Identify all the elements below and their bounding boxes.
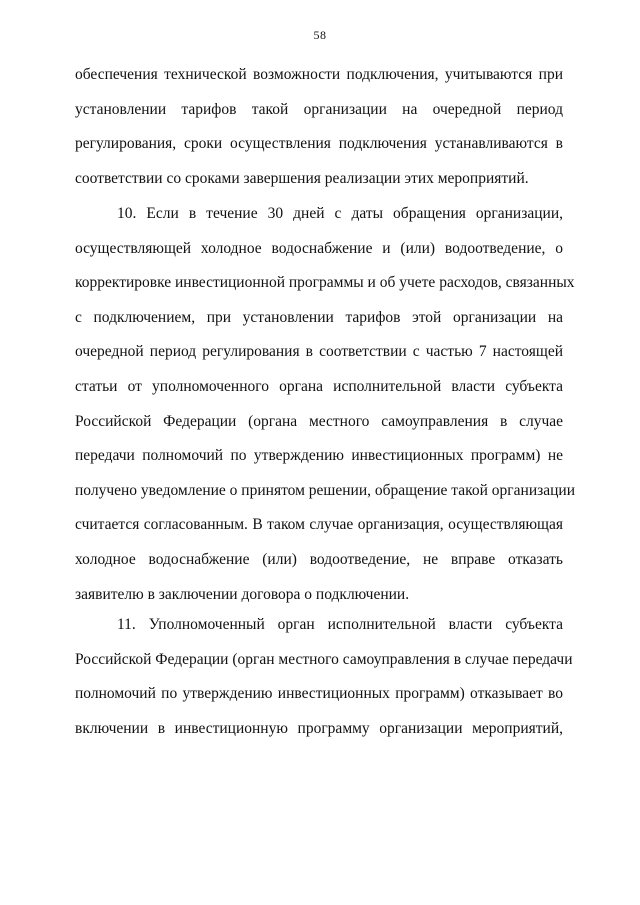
text-line: 10. Если в течение 30 дней с даты обращения организации, [117, 205, 563, 222]
paragraph-10 [75, 197, 576, 612]
text-line: очередной период регулирования в соответствии с частью 7 настоящей [75, 343, 563, 361]
text-line: корректировке инвестиционной программы и об учете расходов, связанных [75, 274, 575, 292]
text-line: холодное водоснабжение (или) водоотведение, не вправе отказать [75, 550, 563, 568]
paragraph-11 [75, 608, 573, 746]
text-line: осуществляющей холодное водоснабжение и (или) водоотведение, о [75, 239, 563, 257]
text-line: считается согласованным. В таком случае организация, осуществляющая [75, 516, 563, 534]
page-number: 58 [313, 28, 327, 42]
text-line: полномочий по утверждению инвестиционных программ) отказывает во [75, 685, 563, 703]
text-line: с подключением, при установлении тарифов этой организации на [75, 308, 563, 326]
paragraph-continuation [75, 58, 563, 196]
text-line: регулирования, сроки осуществления подключения устанавливаются в [75, 135, 563, 153]
text-line: передачи полномочий по утверждению инвестиционных программ) не [75, 447, 563, 465]
text-line: получено уведомление о принятом решении, обращение такой организации [75, 481, 576, 499]
text-line: Российской Федерации (орган местного самоуправления в случае передачи [75, 650, 573, 668]
text-line: установлении тарифов такой организации на очередной период [75, 100, 563, 118]
text-line: статьи от уполномоченного органа исполнительной власти субъекта [75, 377, 563, 395]
text-line: 11. Уполномоченный орган исполнительной власти субъекта [117, 616, 563, 633]
text-line: включении в инвестиционную программу организации мероприятий, [75, 719, 563, 737]
text-line: Российской Федерации (органа местного самоуправления в случае [75, 412, 563, 430]
text-line: обеспечения технической возможности подключения, учитываются при [75, 66, 563, 83]
text-line: заявителю в заключении договора о подключении. [75, 585, 410, 603]
text-line: соответствии со сроками завершения реализации этих мероприятий. [75, 169, 529, 187]
